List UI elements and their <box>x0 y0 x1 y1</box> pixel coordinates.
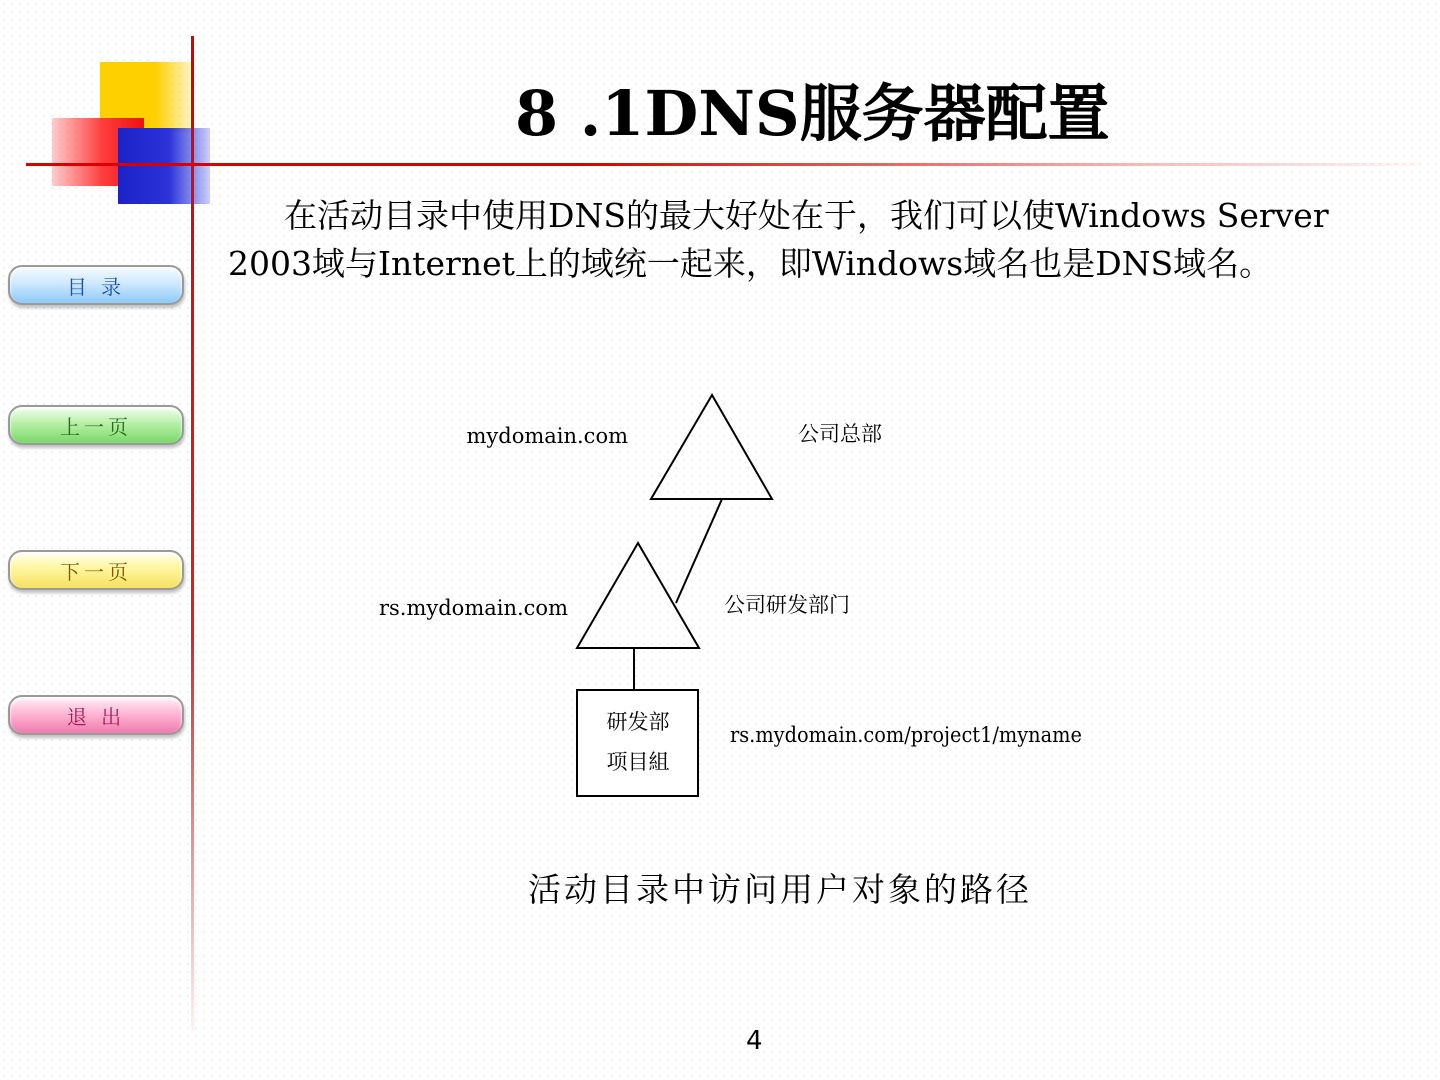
diagram-caption: 活动目录中访问用户对象的路径 <box>528 870 1032 909</box>
child-domain-desc: 公司研发部门 <box>724 593 850 617</box>
root-child-connector <box>676 499 722 603</box>
domain-tree-diagram <box>370 385 1110 810</box>
ou-label-line1: 研发部 <box>606 710 670 734</box>
next-page-button-label: 下一页 <box>60 559 132 584</box>
object-path-label: rs.mydomain.com/project1/myname <box>730 723 1082 747</box>
child-domain-triangle <box>577 543 699 648</box>
ou-label-line2: 项目組 <box>606 750 670 774</box>
ou-box <box>577 690 698 796</box>
prev-page-button[interactable] <box>8 405 184 445</box>
root-domain-desc: 公司总部 <box>798 422 882 446</box>
next-page-button[interactable] <box>8 550 184 590</box>
decor-horizontal-rule <box>26 163 1420 166</box>
prev-page-button-label: 上一页 <box>60 414 132 439</box>
decor-vertical-rule <box>191 36 194 1031</box>
page-number: 4 <box>746 1026 763 1056</box>
slide-title: 8 .1DNS服务器配置 <box>515 77 1110 150</box>
root-domain-triangle <box>651 395 772 499</box>
child-domain-label: rs.mydomain.com <box>378 596 568 620</box>
root-domain-label: mydomain.com <box>466 424 628 448</box>
decor-blue-square <box>118 128 210 204</box>
toc-button-label: 目 录 <box>66 274 126 299</box>
exit-button[interactable] <box>8 695 184 735</box>
toc-button[interactable] <box>8 265 184 305</box>
slide-body-text: 在活动目录中使用DNS的最大好处在于，我们可以使Windows Server 2003域与Internet上的域统一起来，即Windows域名也是DNS域名。 <box>228 196 1329 283</box>
exit-button-label: 退 出 <box>66 704 126 729</box>
